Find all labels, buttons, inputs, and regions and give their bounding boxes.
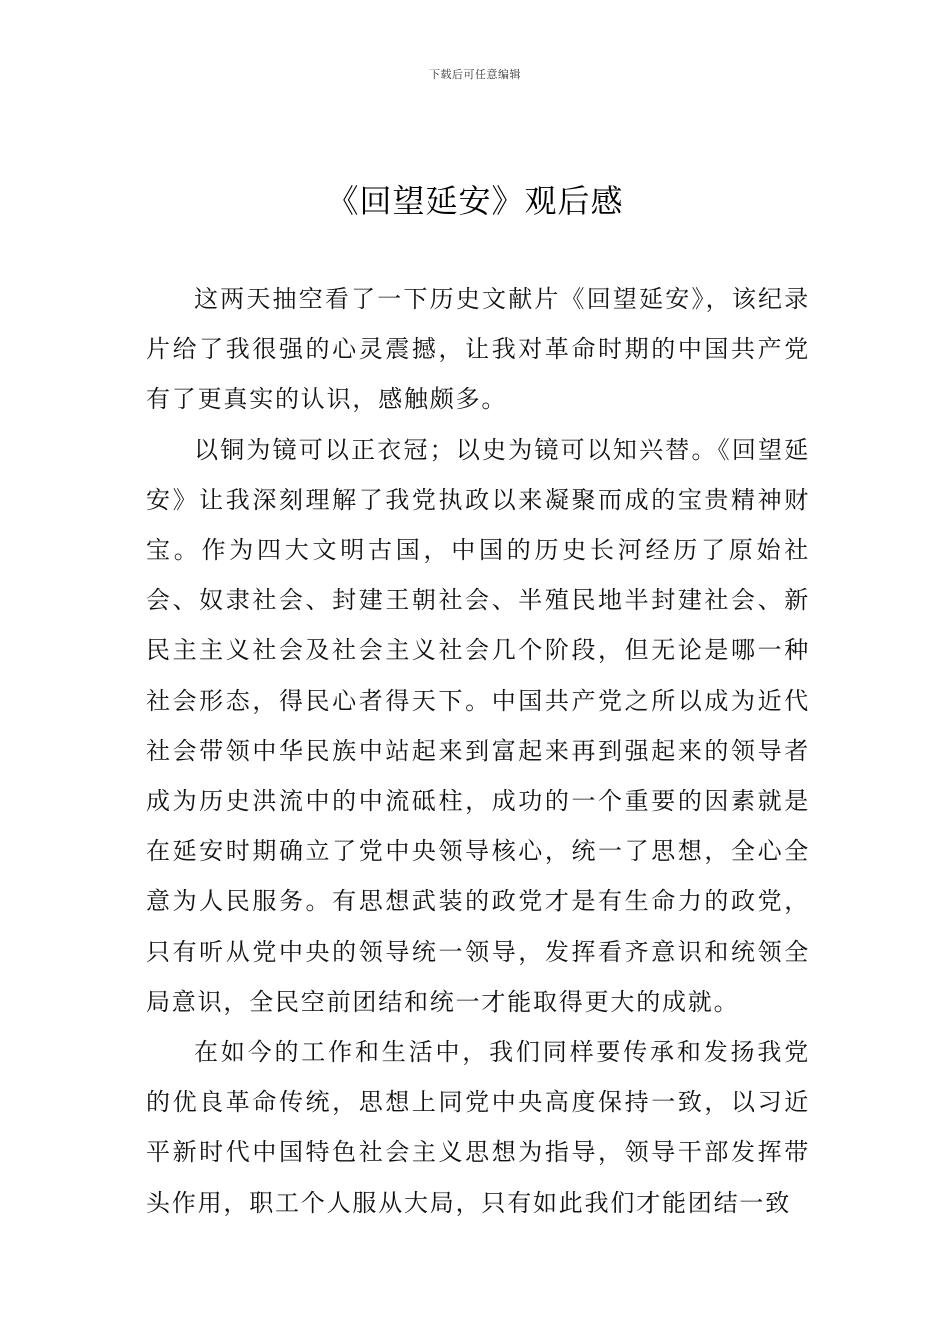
paragraph-1: 这两天抽空看了一下历史文献片《回望延安》，该纪录片给了我很强的心灵震撼，让我对革命时期的中国共产党有了更真实的认识，感触颇多。 — [146, 285, 810, 414]
paragraph-2: 以铜为镜可以正衣冠；以史为镜可以知兴替。《回望延安》让我深刻理解了我党执政以来凝聚而成的宝贵精神财宝。作为四大文明古国，中国的历史长河经历了原始社会、奴隶社会、封建王朝社会、半殖民地半封建社会、新民主主义社会及社会主义社会几个阶段，但无论是哪一种社会形态，得民心者得天下。中国共产党之所以成为近代社会带领中华民族中站起来到富起来再到强起来的领导者成为历史洪流中的中流砥柱，成功的一个重要的因素就是在延安时期确立了党中央领导核心，统一了思想，全心全意为人民服务。有思想武装的政党才是有生命力的政党，只有听从党中央的领导统一领导，发挥看齐意识和统领全局意识，全民空前团结和统一才能取得更大的成就。 — [146, 435, 810, 1016]
document-title: 《回望延安》观后感 — [326, 182, 624, 220]
paragraph-3: 在如今的工作和生活中，我们同样要传承和发扬我党的优良革命传统，思想上同党中央高度保持一致，以习近平新时代中国特色社会主义思想为指导，领导干部发挥带头作用，职工个人服从大局，只有如此我们才能团结一致 — [146, 1038, 810, 1217]
header-note: 下载后可任意编辑 — [429, 68, 521, 81]
document-body — [146, 274, 810, 1228]
